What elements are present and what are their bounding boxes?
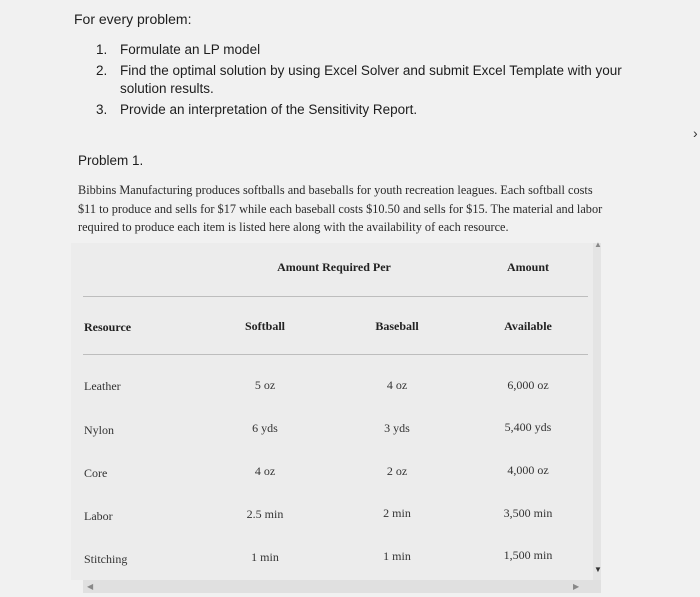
table-cell-softball: 6 yds	[252, 421, 278, 435]
column-header-baseball: Baseball	[375, 319, 419, 333]
table-cell-baseball: 2 min	[383, 506, 411, 520]
instruction-text: Find the optimal solution by using Excel Solver and submit Excel Template with your solution results.	[120, 63, 622, 96]
column-header-available: Available	[504, 319, 552, 333]
scroll-left-arrow-icon[interactable]: ◀	[87, 582, 94, 591]
instruction-text: Formulate an LP model	[120, 42, 261, 57]
problem-title: Problem 1.	[78, 153, 144, 168]
scroll-down-arrow-icon[interactable]: ▼	[594, 565, 602, 574]
scroll-up-arrow-icon[interactable]: ▲	[594, 240, 602, 249]
table-cell-available: 4,000 oz	[507, 463, 549, 477]
table-cell-resource: Stitching	[84, 552, 128, 566]
scroll-right-arrow-icon[interactable]: ▶	[573, 582, 580, 591]
table-cell-resource: Nylon	[84, 423, 114, 437]
table-cell-baseball: 1 min	[383, 549, 411, 563]
table-cell-baseball: 2 oz	[386, 464, 408, 478]
table-cell-softball: 2.5 min	[246, 507, 284, 521]
instruction-number: 3.	[96, 102, 108, 117]
instruction-number: 2.	[96, 63, 108, 78]
instruction-item	[96, 41, 656, 59]
table-cell-resource: Core	[84, 466, 108, 480]
table-cell-resource: Labor	[84, 509, 113, 523]
table-cell-baseball: 3 yds	[384, 421, 410, 435]
table-cell-baseball: 4 oz	[386, 378, 408, 392]
table-cell-softball: 5 oz	[254, 378, 276, 392]
instruction-number: 1.	[96, 42, 108, 57]
instruction-text: Provide an interpretation of the Sensitivity Report.	[120, 102, 418, 117]
header-divider	[83, 296, 588, 297]
table-cell-available: 6,000 oz	[507, 378, 549, 392]
table-cell-softball: 4 oz	[254, 464, 276, 478]
vertical-scrollbar[interactable]	[593, 240, 602, 580]
header-divider	[83, 354, 588, 355]
instructions-list	[96, 41, 656, 122]
problem-description: Bibbins Manufacturing produces softballs and baseballs for youth recreation leagues. Each softball costs $11 to produce and sells for $17 while each baseball costs $10.50 and sells for $15. The material and labor required to produce each item is listed here along with the availability of each resource.	[78, 183, 603, 234]
amount-header: Amount	[506, 260, 550, 274]
column-header-softball: Softball	[244, 319, 286, 333]
instruction-item	[96, 101, 656, 119]
table-cell-available: 5,400 yds	[504, 420, 552, 434]
page-edge-mark-icon: ›	[693, 125, 698, 141]
horizontal-scrollbar[interactable]	[83, 580, 601, 593]
column-header-resource: Resource	[84, 320, 132, 334]
table-cell-resource: Leather	[84, 379, 121, 393]
table-cell-available: 1,500 min	[503, 548, 553, 562]
table-cell-available: 3,500 min	[503, 506, 553, 520]
instruction-item	[96, 62, 656, 98]
instructions-heading: For every problem:	[74, 11, 192, 27]
group-header: Amount Required Per	[277, 260, 391, 274]
resource-table	[71, 243, 598, 580]
table-cell-softball: 1 min	[251, 550, 279, 564]
